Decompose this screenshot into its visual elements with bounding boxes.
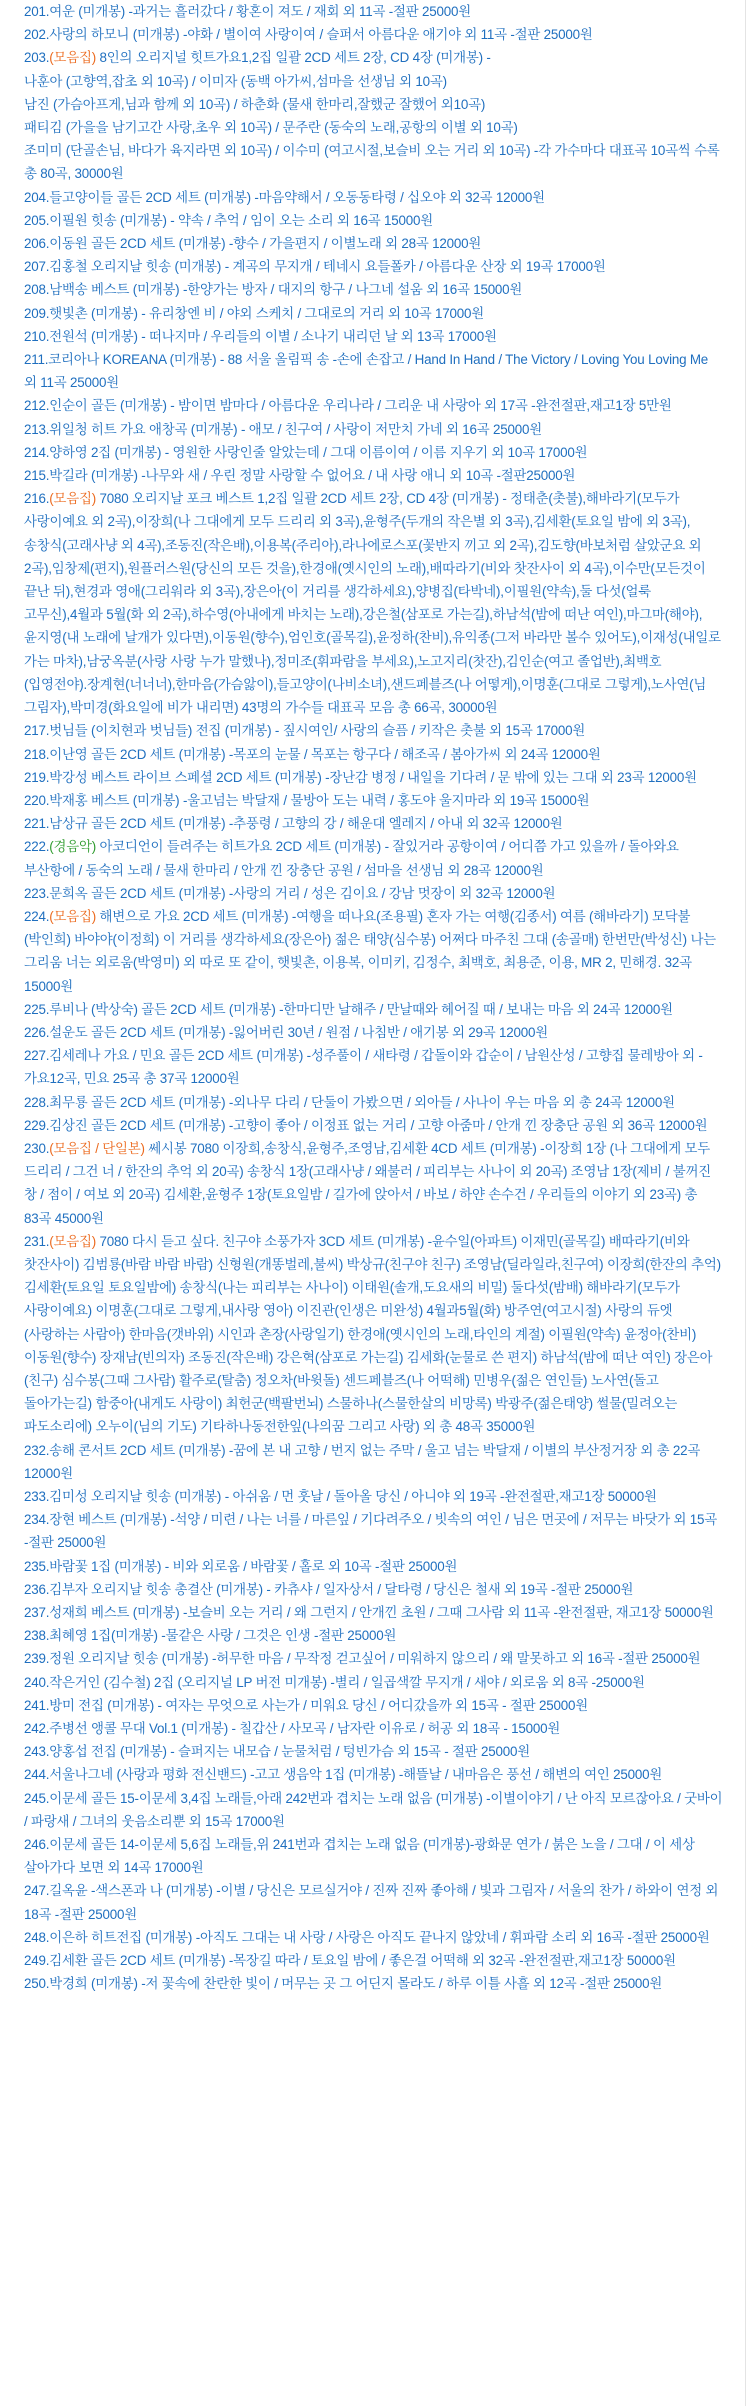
item-description: 김세환 골든 2CD 세트 (미개봉) -목장길 따라 / 토요일 밤에 / 좋은걸 어떡해 외 32곡 -완전절판,재고1장 50000원 [49, 1953, 676, 1969]
list-item [24, 1740, 724, 1763]
list-item [24, 1763, 724, 1786]
item-description: 김부자 오리지날 힛송 총결산 (미개봉) - 카츄샤 / 일자상서 / 달타령 / 당신은 철새 외 19곡 -절판 25000원 [49, 1581, 634, 1597]
item-description: 바람꽃 1집 (미개봉) - 비와 외로움 / 바람꽃 / 홀로 외 10곡 -절판 25000원 [49, 1558, 458, 1574]
item-description: 7080 오리지날 포크 베스트 1,2집 일괄 2CD 세트 2장, CD 4장 (미개봉) - 정태춘(촛불),해바라기(모두가 사랑이예요 외 2곡),이장희(나 그대에게 모두 드리리 외 3곡),윤형주(두개의 작은별 외 3곡),김세환(토요일 밤에 외 3곡),송창식(고래사냥 외 4곡),조동진(작은배),이용복(주리아),라나에로스포(꽃반지 끼고 외 2곡),김도향(바보처럼 살았군요 외 2곡),임창제(편지),원플러스원(당신의 모든 것을),한경애(옛시인의 노래),배따라기(비와 찻잔사이 외 4곡),이수만(모든것이 끝난 뒤),현경과 영애(그리워라 외 3곡),장은아(이 거리를 생각하세요),양병집(타박네),이필원(약속),둘 다섯(얼룩 고무신),4월과 5월(화 외 2곡),하수영(아내에게 바치는 노래),강은철(삼포로 가는길),하남석(밤에 떠난 여인),마그마(해야),윤지영(내 노래에 날개가 있다면),이동원(향수),엄인호(골목길),윤정하(찬비),유익종(그저 바라만 볼수 있어도),이재성(내일로 가는 마차),남궁옥분(사랑 사랑 누가 말했나),정미조(휘파람을 부세요),노고지리(찻잔),김인순(여고 졸업반),최백호(입영전야).장계현(너너너),한마음(가슴앓이),들고양이(나비소녀),샌드페블즈(나 어떻게),이명훈(그대로 그렇게),노사연(님 그림자),박미경(화요일에 비가 내리면) 43명의 가수들 대표곡 모음 총 66곡, 30000원 [24, 491, 721, 716]
item-number: 232. [24, 1442, 50, 1458]
item-description: 최혜영 1집(미개봉) -물같은 사랑 / 그것은 인생 -절판 25000원 [49, 1628, 397, 1644]
item-description: 여운 (미개봉) -과거는 흘러갔다 / 황혼이 져도 / 재회 외 11곡 -절판 25000원 [49, 4, 471, 19]
item-number: 223. [24, 885, 50, 901]
item-number: 234. [24, 1512, 50, 1528]
item-number: 204. [24, 189, 50, 205]
list-item [24, 302, 724, 325]
item-description: 김상진 골든 2CD 세트 (미개봉) -고향이 좋아 / 이정표 없는 거리 / 고향 아줌마 / 안개 낀 장충단 공원 외 36곡 12000원 [49, 1117, 708, 1133]
item-number: 250. [24, 1976, 50, 1992]
item-number: 209. [24, 305, 50, 321]
item-description: 8인의 오리지널 힛트가요1,2집 일괄 2CD 세트 2장, CD 4장 (미개봉) - 나훈아 (고향역,잡초 외 10곡) / 이미자 (동백 아가씨,섬마을 선생님 외 10곡) 남진 (가슴아프게,님과 함께 외 10곡) / 하춘화 (물새 한마리,잘했군 잘했어 외10곡) 패티김 (가을을 남기고간 사랑,초우 외 10곡) / 문주란 (동숙의 노래,공항의 이별 외 10곡) 조미미 (단골손님, 바다가 육지라면 외 10곡) / 이수미 (여고시절,보슬비 오는 거리 외 10곡) -각 가수마다 대표곡 10곡씩 수록 총 80곡, 30000원 [24, 50, 720, 182]
list-item [24, 1601, 724, 1624]
item-description: 남백송 베스트 (미개봉) -한양가는 방자 / 대지의 항구 / 나그네 설움 외 16곡 15000원 [49, 282, 523, 298]
item-number: 226. [24, 1024, 50, 1040]
item-number: 225. [24, 1001, 50, 1017]
item-number: 233. [24, 1489, 50, 1504]
list-item [24, 394, 724, 417]
list-item [24, 186, 724, 209]
item-number: 218. [24, 746, 50, 762]
item-description: 아코디언이 들려주는 히트가요 2CD 세트 (미개봉) - 잘있거라 공항이여 / 어디쯤 가고 있을까 / 돌아와요 부산항에 / 동숙의 노래 / 물새 한마리 / 안개 낀 장충단 공원 / 섬마을 선생님 외 28곡 12000원 [24, 839, 679, 878]
item-description: 남상규 골든 2CD 세트 (미개봉) -추풍령 / 고향의 강 / 해운대 엘레지 / 아내 외 32곡 12000원 [49, 816, 563, 832]
list-item [24, 23, 724, 46]
item-description: 최무룡 골든 2CD 세트 (미개봉) -외나무 다리 / 단둘이 가봤으면 / 외아들 / 사나이 우는 마음 외 총 24곡 12000원 [49, 1094, 675, 1110]
item-description: 박길라 (미개봉) -나무와 새 / 우린 정말 사랑할 수 없어요 / 내 사랑 애니 외 10곡 -절판25000원 [49, 468, 576, 484]
item-number: 202. [24, 27, 50, 43]
item-number: 241. [24, 1697, 50, 1713]
item-description: 장현 베스트 (미개봉) -석양 / 미련 / 나는 너를 / 마른잎 / 기다려주오 / 빗속의 여인 / 님은 먼곳에 / 저무는 바닷가 외 15곡 -절판 25000원 [24, 1512, 718, 1551]
list-item [24, 1926, 724, 1949]
item-description: 코리아나 KOREANA (미개봉) - 88 서울 올림픽 송 -손에 손잡고 / Hand In Hand / The Victory / Loving You Loving Me 외 11곡 25000원 [24, 352, 709, 391]
item-description: 박재홍 베스트 (미개봉) -울고넘는 박달재 / 물방아 도는 내력 / 홍도야 울지마라 외 19곡 15000원 [49, 792, 590, 808]
item-number: 246. [24, 1837, 50, 1853]
list-item [24, 1833, 724, 1879]
item-description: 송해 콘서트 2CD 세트 (미개봉) -꿈에 본 내 고향 / 번지 없는 주막 / 울고 넘는 박달재 / 이별의 부산정거장 외 총 22곡 12000원 [24, 1442, 701, 1481]
category-tag: (모음집) [49, 491, 96, 507]
list-item [24, 209, 724, 232]
item-description: 박경희 (미개봉) -저 꽃속에 찬란한 빛이 / 머무는 곳 그 어딘지 몰라도 / 하루 이틀 사흘 외 12곡 -절판 25000원 [49, 1976, 663, 1992]
list-item [24, 719, 724, 742]
item-description: 김홍철 오리지날 힛송 (미개봉) - 계곡의 무지개 / 테네시 요들폴카 / 아름다운 산장 외 19곡 17000원 [49, 259, 606, 275]
item-number: 206. [24, 236, 50, 252]
item-number: 236. [24, 1581, 50, 1597]
list-item [24, 1694, 724, 1717]
list-item [24, 1230, 724, 1439]
item-description: 양하영 2집 (미개봉) - 영원한 사랑인줄 알았는데 / 그대 이름이여 / 이름 지우기 외 10곡 17000원 [49, 444, 588, 460]
list-item [24, 905, 724, 998]
item-number: 229. [24, 1117, 50, 1133]
page-border [745, 0, 746, 2406]
list-item [24, 348, 724, 394]
item-description: 방미 전집 (미개봉) - 여자는 무엇으로 사는가 / 미워요 당신 / 어디갔을까 외 15곡 - 절판 25000원 [49, 1697, 588, 1713]
list-item [24, 766, 724, 789]
item-number: 217. [24, 723, 50, 739]
list-item [24, 1114, 724, 1137]
list-item [24, 812, 724, 835]
category-tag: (모음집) [49, 908, 96, 924]
category-tag: (모음집 / 단일본) [49, 1140, 145, 1156]
item-description: 이필원 힛송 (미개봉) - 약속 / 추억 / 임이 오는 소리 외 16곡 15000원 [49, 212, 434, 228]
item-description: 해변으로 가요 2CD 세트 (미개봉) -여행을 떠나요(조용필) 혼자 가는 여행(김종서) 여름 (해바라기) 모닥불(박인희) 바야야(이정희) 이 거리를 생각하세요(장은아) 젊은 태양(심수봉) 어쩌다 마주친 그대 (송골매) 한번만(박성신) 나는 그리움 너는 외로움(박영미) 외 따로 또 같이, 햇빛촌, 이용복, 이미키, 김정수, 최백호, 최용준, 이용, MR 2, 민해경. 32곡 15000원 [24, 908, 716, 994]
list-item [24, 835, 724, 881]
list-item [24, 882, 724, 905]
item-number: 222. [24, 839, 50, 855]
list-item [24, 1485, 724, 1508]
item-number: 214. [24, 444, 50, 460]
item-description: 햇빛촌 (미개봉) - 유리창엔 비 / 야외 스케치 / 그대로의 거리 외 10곡 17000원 [49, 305, 484, 321]
item-number: 219. [24, 769, 50, 785]
item-number: 205. [24, 212, 50, 228]
list-item [24, 1578, 724, 1601]
item-number: 207. [24, 259, 50, 275]
item-number: 203. [24, 50, 50, 66]
item-description: 루비나 (박상숙) 골든 2CD 세트 (미개봉) -한마디만 날해주 / 만날때와 헤어질 때 / 보내는 마음 외 24곡 12000원 [49, 1001, 673, 1017]
item-description: 길옥윤 -색스폰과 나 (미개봉) -이별 / 당신은 모르실거야 / 진짜 진짜 좋아해 / 빛과 그림자 / 서울의 찬가 / 하와이 연정 외 18곡 -절판 25000원 [24, 1883, 719, 1922]
item-number: 210. [24, 328, 50, 344]
item-number: 208. [24, 282, 50, 298]
item-number: 242. [24, 1721, 50, 1737]
list-item [24, 1044, 724, 1090]
list-item [24, 1647, 724, 1670]
item-number: 245. [24, 1790, 50, 1806]
list-item [24, 0, 724, 23]
item-number: 228. [24, 1094, 50, 1110]
category-tag: (경음악) [49, 839, 96, 855]
item-description: 설운도 골든 2CD 세트 (미개봉) -잃어버린 30년 / 원점 / 나침반 / 애기봉 외 29곡 12000원 [49, 1024, 548, 1040]
item-description: 이문세 골든 15-이문세 3,4집 노래들,아래 242번과 겹치는 노래 없음 (미개봉) -이별이야기 / 난 아직 모르잖아요 / 굿바이 / 파랑새 / 그녀의 웃음소리뿐 외 15곡 17000원 [24, 1790, 723, 1829]
list-item [24, 464, 724, 487]
item-description: 인순이 골든 (미개봉) - 밤이면 밤마다 / 아름다운 우리나라 / 그리운 내 사랑아 외 17곡 -완전절판,재고1장 5만원 [49, 398, 672, 414]
list-item [24, 278, 724, 301]
item-description: 문희옥 골든 2CD 세트 (미개봉) -사랑의 거리 / 성은 김이요 / 강남 멋장이 외 32곡 12000원 [49, 885, 556, 901]
item-description: 이문세 골든 14-이문세 5,6집 노래들,위 241번과 겹치는 노래 없음 (미개봉)-광화문 연가 / 붉은 노을 / 그대 / 이 세상 살아가다 보면 외 14곡 17000원 [24, 1837, 695, 1876]
item-number: 237. [24, 1605, 50, 1621]
list-item [24, 46, 724, 185]
item-number: 213. [24, 421, 50, 437]
item-description: 이난영 골든 2CD 세트 (미개봉) -목포의 눈물 / 목포는 항구다 / 해조곡 / 봄아가씨 외 24곡 12000원 [49, 746, 601, 762]
item-number: 227. [24, 1048, 50, 1064]
item-description: 성재희 베스트 (미개봉) -보슬비 오는 거리 / 왜 그런지 / 안개낀 초원 / 그때 그사람 외 11곡 -완전절판, 재고1장 50000원 [49, 1605, 714, 1621]
list-item [24, 743, 724, 766]
item-number: 249. [24, 1953, 50, 1969]
item-description: 쎄시봉 7080 이장희,송창식,윤형주,조영남,김세환 4CD 세트 (미개봉) -이장희 1장 (나 그대에게 모두 드리리 / 그건 너 / 한잔의 추억 외 20곡) 송창식 1장(고래사냥 / 왜불러 / 피리부는 사나이 외 20곡) 조영남 1장(제비 / 불꺼진 창 / 점이 / 여보 외 20곡) 김세환,윤형주 1장(토요일밤 / 길가에 앉아서 / 바보 / 하얀 손수건 / 우리들의 이야기 외 23곡) 총 83곡 45000원 [24, 1140, 711, 1226]
item-number: 215. [24, 468, 50, 484]
item-description: 이동원 골든 2CD 세트 (미개봉) -향수 / 가을편지 / 이별노래 외 28곡 12000원 [49, 236, 482, 252]
item-number: 243. [24, 1744, 50, 1760]
list-item [24, 1021, 724, 1044]
item-description: 벗님들 (이치현과 벗님들) 전집 (미개봉) - 짚시여인/ 사랑의 슬픔 / 키작은 촛불 외 15곡 17000원 [49, 723, 586, 739]
list-item [24, 1787, 724, 1833]
item-number: 230. [24, 1140, 50, 1156]
item-description: 주병선 앵콜 무대 Vol.1 (미개봉) - 칠갑산 / 사모곡 / 남자란 이유로 / 허공 외 18곡 - 15000원 [49, 1721, 561, 1737]
list-item [24, 232, 724, 255]
item-description: 들고양이들 골든 2CD 세트 (미개봉) -마음약해서 / 오동동타령 / 십오야 외 32곡 12000원 [49, 189, 545, 205]
item-number: 212. [24, 398, 50, 414]
list-item [24, 1972, 724, 1995]
item-number: 240. [24, 1674, 50, 1690]
item-description: 이은하 히트전집 (미개봉) -아직도 그대는 내 사랑 / 사랑은 아직도 끝나지 않았네 / 휘파람 소리 외 16곡 -절판 25000원 [49, 1929, 710, 1945]
list-item [24, 1949, 724, 1972]
list-item [24, 325, 724, 348]
list-item [24, 1717, 724, 1740]
list-item [24, 255, 724, 278]
item-number: 216. [24, 491, 50, 507]
item-description: 김세레나 가요 / 민요 골든 2CD 세트 (미개봉) -성주풀이 / 새타령 / 갑돌이와 갑순이 / 남원산성 / 고향집 물레방아 외 - 가요12곡, 민요 25곡 총 37곡 12000원 [24, 1048, 703, 1087]
item-number: 201. [24, 4, 50, 19]
item-number: 231. [24, 1233, 50, 1249]
list-item [24, 441, 724, 464]
item-description: 박강성 베스트 라이브 스페셜 2CD 세트 (미개봉) -장난감 병정 / 내일을 기다려 / 문 밖에 있는 그대 외 23곡 12000원 [49, 769, 697, 785]
list-item [24, 487, 724, 719]
list-item [24, 1137, 724, 1230]
category-tag: (모음집) [49, 1233, 96, 1249]
item-number: 239. [24, 1651, 50, 1667]
item-description: 사랑의 하모니 (미개봉) -야화 / 별이여 사랑이여 / 슬퍼서 아름다운 애기야 외 11곡 -절판 25000원 [49, 27, 593, 43]
item-number: 211. [24, 352, 49, 368]
item-description: 김미성 오리지날 힛송 (미개봉) - 아쉬움 / 먼 훗날 / 돌아올 당신 / 아니야 외 19곡 -완전절판,재고1장 50000원 [49, 1489, 657, 1504]
list-item [24, 1879, 724, 1925]
list-item [24, 1091, 724, 1114]
item-number: 221. [24, 816, 50, 832]
list-item [24, 1508, 724, 1554]
list-item [24, 1439, 724, 1485]
item-number: 244. [24, 1767, 50, 1783]
list-item [24, 789, 724, 812]
item-description: 위일청 히트 가요 애창곡 (미개봉) - 애모 / 친구여 / 사랑이 저만치 가네 외 16곡 25000원 [49, 421, 542, 437]
category-tag: (모음집) [49, 50, 96, 66]
item-description: 양홍섭 전집 (미개봉) - 슬퍼지는 내모습 / 눈물처럼 / 텅빈가슴 외 15곡 - 절판 25000원 [49, 1744, 530, 1760]
item-number: 238. [24, 1628, 50, 1644]
list-item [24, 998, 724, 1021]
item-number: 220. [24, 792, 50, 808]
item-number: 235. [24, 1558, 50, 1574]
item-description: 서울나그네 (사랑과 평화 전신밴드) -고고 생음악 1집 (미개봉) -해뜰날 / 내마음은 풍선 / 해변의 여인 25000원 [49, 1767, 663, 1783]
list-item [24, 1624, 724, 1647]
item-number: 247. [24, 1883, 50, 1899]
list-item [24, 418, 724, 441]
item-description: 전원석 (미개봉) - 떠나지마 / 우리들의 이별 / 소나기 내리던 날 외 13곡 17000원 [49, 328, 497, 344]
item-description: 정원 오리지날 힛송 (미개봉) -허무한 마음 / 무작정 걷고싶어 / 미워하지 않으리 / 왜 말못하고 외 16곡 -절판 25000원 [49, 1651, 701, 1667]
list-item [24, 1671, 724, 1694]
item-number: 248. [24, 1929, 50, 1945]
list-item [24, 1555, 724, 1578]
item-number: 224. [24, 908, 50, 924]
item-description: 작은거인 (김수철) 2집 (오리지널 LP 버전 미개봉) -별리 / 일곱색깔 무지개 / 새야 / 외로움 외 8곡 -25000원 [49, 1674, 645, 1690]
item-description: 7080 다시 듣고 싶다. 친구야 소풍가자 3CD 세트 (미개봉) -윤수일(아파트) 이재민(골목길) 배따라기(비와 찻잔사이) 김범룡(바람 바람 바람) 신형원(개똥벌레,불씨) 박상규(친구야 친구) 조영남(딜라일라,친구여) 이장희(한잔의 추억) 김세환(토요일 토요일밤에) 송창식(나는 피리부는 사나이) 이태원(솔개,도요새의 비밀) 둘다섯(밤배) 해바라기(모두가 사랑이예요) 이명훈(그대로 그렇게,내사랑 영아) 이진관(인생은 미완성) 4월과5월(화) 방주연(여고시절) 사랑의 듀엣(사랑하는 사람아) 한마음(갯바위) 시인과 촌장(사랑일기) 한경애(옛시인의 노래,타인의 계절) 이필원(약속) 윤정아(찬비) 이동원(향수) 장재남(빈의자) 조동진(작은배) 강은혁(삼포로 가는길) 김세화(눈물로 쓴 편지) 하남석(밤에 떠난 여인) 장은아(친구) 심수봉(그때 그사람) 활주로(탈춤) 정오차(바윗돌) 센드페블즈(나 어떡해) 민병우(젊은 연인들) 노사연(돌고 돌아가는길) 함중아(내게도 사랑이) 최헌군(백팔번뇌) 스물하나(스물한살의 비망록) 박광주(젊은태양) 썰물(밀려오는 파도소리에) 오누이(님의 기도) 기타하나동전한잎(나의꿈 그리고 사랑) 외 총 48곡 35000원 [24, 1233, 721, 1435]
album-list [24, 0, 724, 1995]
